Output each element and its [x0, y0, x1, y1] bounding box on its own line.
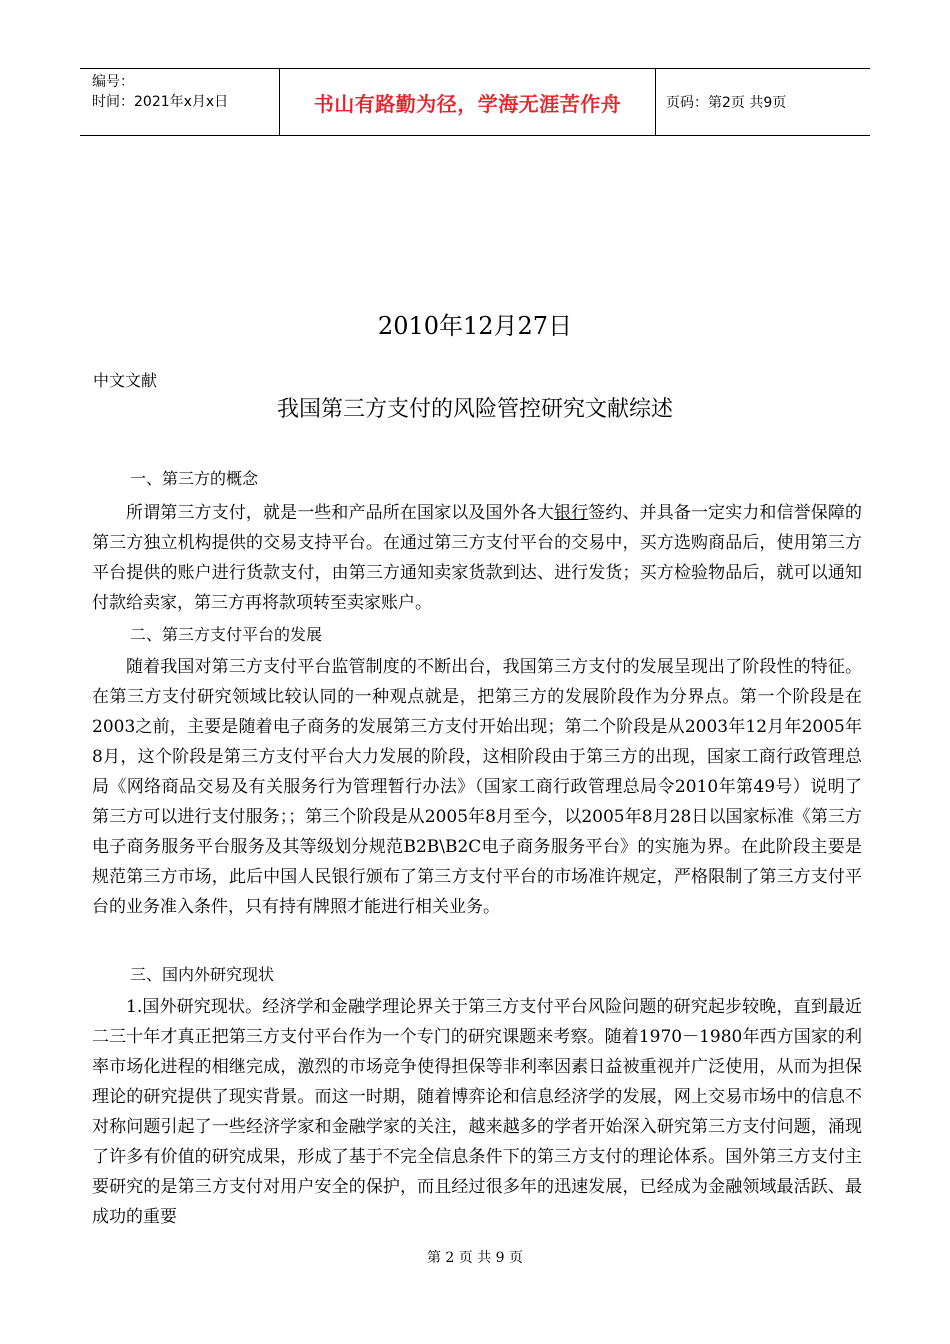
section-heading-1: 一、第三方的概念 [130, 469, 259, 488]
section-heading-3: 三、国内外研究现状 [130, 965, 275, 984]
header-table [80, 68, 870, 136]
page-title: 我国第三方支付的风险管控研究文献综述 [276, 397, 673, 422]
page-info: 页码：第2页 共9页 [666, 95, 787, 111]
section-heading-2: 二、第三方支付平台的发展 [130, 625, 323, 644]
page-footer: 第 2 页 共 9 页 [426, 1250, 524, 1266]
paragraph-research: 1.国外研究现状。经济学和金融学理论界关于第三方支付平台风险问题的研究起步较晚，直到最近二三十年才真正把第三方支付平台作为一个专门的研究课题来考察。随着1970－1980年西方国家的利率市场化进程的相继完成，激烈的市场竞争使得担保等非利率因素日益被重视并广泛使用，从而为担保理论的研究提供了现实背景。而这一时期，随着博弈论和信息经济学的发展，网上交易市场中的信息不对称问题引起了一些经济学家和金融学家的关注，越来越多的学者开始深入研究第三方支付问题，涌现了许多有价值的研究成果，形成了基于不完全信息条件下的第三方支付的理论体系。国外第三方支付主要研究的是第三方支付对用户安全的保护，而且经过很多年的迅速发展，已经成为金融领域最活跃、最成功的重要 [92, 997, 862, 1227]
document-date: 2010年12月27日 [377, 312, 573, 340]
paragraph-concept [92, 498, 862, 618]
paragraph-concept-text-b: 签约、并具备一定实力和信誉保障的第三方独立机构提供的交易支持平台。在通过第三方支付平台的交易中，买方选购商品后，使用第三方平台提供的账户进行货款支付，由第三方通知卖家货款到达、进行发货；买方检验物品后，就可以通知付款给卖家，第三方再将款项转至卖家账户。 [92, 503, 863, 613]
motto: 书山有路勤为径，学海无涯苦作舟 [280, 69, 656, 135]
paragraph-concept-text-a: 所谓第三方支付，就是一些和产品所在国家以及国外各大 [126, 503, 554, 523]
bank-link[interactable]: 银行 [553, 503, 589, 523]
category-label: 中文文献 [93, 371, 158, 390]
time-label: 时间：2021年x月x日 [92, 94, 229, 110]
number-label: 编号： [92, 74, 134, 90]
paragraph-development: 随着我国对第三方支付平台监管制度的不断出台，我国第三方支付的发展呈现出了阶段性的特征。在第三方支付研究领域比较认同的一种观点就是，把第三方的发展阶段作为分界点。第一个阶段是在2003之前，主要是随着电子商务的发展第三方支付开始出现；第二个阶段是从2003年12月年2005年8月，这个阶段是第三方支付平台大力发展的阶段，这相阶段由于第三方的出现，国家工商行政管理总局《网络商品交易及有关服务行为管理暂行办法》（国家工商行政管理总局令2010年第49号）说明了第三方可以进行支付服务；；第三个阶段是从2005年8月至今，以2005年8月28日以国家标准《第三方电子商务服务平台服务及其等级划分规范B2B\B2C电子商务服务平台》的实施为界。在此阶段主要是规范第三方市场，此后中国人民银行颁布了第三方支付平台的市场准许规定，严格限制了第三方支付平台的业务准入条件，只有持有牌照才能进行相关业务。 [92, 657, 862, 917]
header-meta-cell [80, 69, 280, 135]
